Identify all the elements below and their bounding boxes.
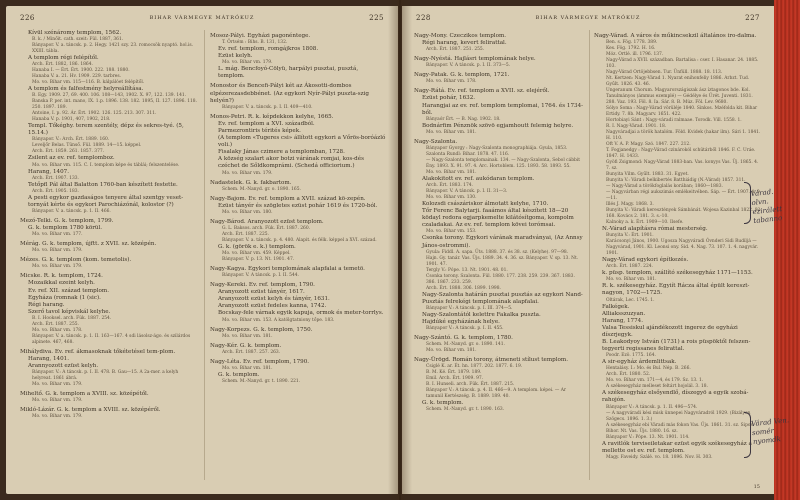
reference-line: Arch. Ért. 1905. 183. xyxy=(32,188,79,194)
entry-heading: Nagy-Korpezs. G. k. templom, 1750. xyxy=(210,326,313,333)
entry-line: Hajdúké egyházának helye. xyxy=(422,318,500,325)
reference-line: — Nagy-Szalonta templomainak. 134. — Nagy-Szalonta, Sebol cábbit Ény. 1893. X. 91. 97. 4. Arc. Hortoblem. 125. 1893. 58. 1893. 55. xyxy=(426,157,580,169)
reference-line: Mo. vo. Bihar vm. 179. xyxy=(32,398,83,404)
reference-line: G. L. Baksos. arch. Fük. Ért. 1887. 260. xyxy=(222,225,311,231)
entry-line: Aranyozott ezüst kelyh és tányér, 1631. xyxy=(218,296,330,303)
entry-line: Csonka torony. Egykori várának maradványai, (Az Annsy János-ostrommi). xyxy=(422,235,583,249)
reference-line: Kalnoky a. k. Ért. 1909—10. Ilsefe. xyxy=(606,220,684,226)
entry-line: Ev. ref. templom, romgájkros 1808. xyxy=(218,46,319,53)
entry-line: Ev. ref. XII. század templom. xyxy=(28,287,109,294)
left-column-1 xyxy=(20,30,198,480)
reference-line: Bunyita V.: Ért. 1901. xyxy=(606,233,654,239)
reference-line: Leveljőr Belas. Tünső. Fül. 1889. 14—15. képpel. xyxy=(32,143,142,149)
reference-line: B. M. Ké. Ért. 1879. 189. xyxy=(426,370,482,376)
reference-line: B. k. / Minőit. cath. szeit: Fül. 1887, 361. xyxy=(32,37,124,43)
reference-line: A székesegyház ebi Váradi más fokon Vas. Üjs. 1861. 31. sz. Sipos. Bihor. Nt. Vas. Üjs. 1880. 16. sz. xyxy=(606,422,755,434)
entry-heading: Nagy-Kagya. Egykori templomának alapfalai a temetö. xyxy=(210,265,365,272)
left-page-header xyxy=(20,14,384,26)
entry-line: Kolozsdi császáriskor álmotatt kelyhe, 1710. xyxy=(422,201,549,208)
reference-line: Schem. M.-Nanyd. gr. o. 1890. 165. xyxy=(222,186,301,192)
reference-line: Arch. Ért. 1907. 133. xyxy=(32,175,79,181)
reference-line: Tergly V.: Pópe. 13. Nt. 1901. 48. 01. xyxy=(426,267,508,273)
entry-line: A székesegyház elsőyendlő, díszegyö a egyik szobá-rahojón. xyxy=(602,390,749,404)
reference-line: Mo. vo. Bihar vm. 181. xyxy=(426,348,477,354)
reference-line: Móz. Ortlé. ill. 1796. 137. xyxy=(606,52,664,58)
reference-line: Mo. vo. Bihar vm. 181. xyxy=(222,333,273,339)
right-column-2 xyxy=(594,30,762,480)
reference-line: Csiglé K. ar. Ét. hn. 1877. 202. 1877. 6. 19. xyxy=(426,364,523,370)
handwritten-note-1: Várad. olvn. ezirálett tabanno xyxy=(750,187,783,225)
entry-line: Bodnárfim Pénznök szövö egjamhoutt felemig helyre. xyxy=(422,122,574,129)
reference-line: Szalonta Rundl: Bihar. 1878. 47. 116. xyxy=(426,151,510,157)
entry-heading: Nagy-Kér. G. k. templom. xyxy=(210,342,282,349)
entry-line: Harang, 1407. xyxy=(28,168,69,175)
handwritten-note-2: Várad Ven. somér nyomdk xyxy=(750,416,790,447)
entry-heading: Monostor és Bencefi-Pályi két az Ákosotti-dombos elpézerezasdebbénet. (Az egykori Nyír-Pályi puszta-szig helyén?) xyxy=(210,83,369,104)
entry-heading: Nagy-Szántó. G. k. templom, 1780. xyxy=(414,334,513,341)
entry-line: A templom régi felépítől. xyxy=(28,55,99,62)
entry-line: Tőr Ferenc Balytarji. faaámos által készített 18—20 ködayl redora egjarpkemelte kilátósítgoma, kompolm czaladakai. Az ev. ref. templom kövei torómsai. xyxy=(422,208,574,229)
entry-heading: Nadastelek. G. k. fakbartom. xyxy=(210,179,292,186)
reference-line: Schem. M.-Nanyd. gr. t. 1890. 221. xyxy=(222,378,301,384)
entry-line: Alliaksszuzyan. xyxy=(602,310,646,317)
reference-line: Arch. Ért. 1880. 52. xyxy=(606,372,651,378)
reference-line: Csonka torony. Szalonta. Fül. 1880. 177. 238. 259. 239. 367. 1883. 386. 1867. 233. 259. xyxy=(426,273,575,285)
reference-line: Mo. vo. Bihar vm. 179. xyxy=(32,382,83,388)
entry-line: Zsilent az ev. ref. templomboz. xyxy=(28,155,115,162)
entry-heading: Mikló-Lázár. G. k. templom a XVIII. sz. középéről. xyxy=(20,407,161,414)
reference-line: Arch. Ért. 1859. 261. 1857. 377. xyxy=(32,149,105,155)
entry-line: G. k. (görök e. k.) templom. xyxy=(218,243,296,250)
reference-line: Mo. vo. Bihar vm. 153. xyxy=(426,229,477,235)
reference-line: Nt. Kertzen: Nagy-Várad 1. Nyarat enihonfeliy 1886. Arbzt. Tud. Gyűlt. 1826. 43. 46. xyxy=(606,76,750,88)
entry-line: R. k. székesegyház. Egyiít Rácza által épült kereszt-nagyon, 1702—1725. xyxy=(602,283,750,297)
reference-line: Nagyváradjai a török hatalóm. Föld. Kvidek (hakar ilm). Sári 1. 1841. H. 110. xyxy=(606,130,761,142)
reference-line: B. I. Hooksel. arch. Fük. 1887. 254. xyxy=(32,315,112,321)
reference-line: Arch. Ért. 1887. 224. xyxy=(606,264,653,270)
reference-line: Mo. vo. Bihar vm. 178. xyxy=(32,327,83,333)
reference-line: Mo. vo. Bihar vm. 177. xyxy=(32,232,83,238)
reference-line: Hanaba V. p. 1901, 407, 1902, 218. xyxy=(32,117,111,123)
entry-line: N.-Várad alapításra római mesterség. xyxy=(602,226,708,233)
reference-line: Sólyo Soma : Nagy-Várad vörüléje 1840. Sinkos. Mzéfolda kit. Bihar Ertidy. 7. 8b. Magyarv. 1651. 422. xyxy=(606,106,758,118)
entry-heading: Nagy-Patak. G. k. templom, 1721. xyxy=(414,72,510,79)
reference-line: — A nagyváradi kési misk ünnepei Nagyváradról 1929. (Bizályon Szögecs. 1896. 1. 3.) xyxy=(606,410,751,422)
entry-line: Nagy-Várad egykori építkezés. xyxy=(602,257,689,264)
entry-line: Régi harang, kevert felirattal. xyxy=(422,40,507,47)
reference-line: Bányapor. V. a. táncsk. p. 2. Hegy. 1421 szy. 23. romocsök nyaptó. hol.is. XXIII. tábla. xyxy=(32,43,194,55)
reference-line: Bányapor. V. A táncsk. p. I. II. 31—3. xyxy=(426,189,508,195)
entry-line: Alakokitott ev. ref. aukódaran templom. xyxy=(422,175,535,182)
reference-line: Arch. Ért. 1882, 186. 1864. xyxy=(32,62,93,68)
entry-heading: Nagy-Szalonta. xyxy=(414,138,458,145)
reference-line: Arch. Ért. 1883. 174. xyxy=(426,183,473,189)
reference-line: Hajn. Gy. tanár. Vas. Üjs. 1889. 34. 4. 36. sz. Bányapor. V. sp. 13. Nt. 1901. 47. xyxy=(426,255,579,267)
entry-heading: Mihálydiva. Ev. ref. ákmasoknak tőkétetésel tem-plom. xyxy=(20,348,176,355)
reference-line: Mo. vo. Bihar vm. 179. xyxy=(222,170,273,176)
entry-line: G. k. templom. xyxy=(422,400,464,407)
reference-line: Mo. vo. Bihar vm. 179. xyxy=(222,60,273,66)
reference-line: Mo. vo. Bihar vm. 179. xyxy=(32,248,83,254)
reference-line: Mo. vo. Bihar vm. 179. xyxy=(32,264,83,270)
reference-line: Mo. vo. Bihar vm. 181. xyxy=(426,129,477,135)
entry-heading: Monos-Petri. R. k. képdekkon kelyhe, 1665. xyxy=(210,113,334,120)
entry-line: Ev. ref. templom a XVI. századból. xyxy=(218,120,315,127)
reference-line: Kes. Fög. 1792. H. 16. xyxy=(606,46,656,52)
reference-line: Bányaór Ért. — B. Nag. 1902. 18. xyxy=(426,116,501,122)
book-gutter xyxy=(388,0,412,500)
entry-line: Templ. Tőkéghy. terem szentély, dépz és sekres-tyé. (5, 15.14.) xyxy=(28,123,184,137)
reference-line: Nagy-Várad Ortöjebbsen. Tur. Ünfüll. 1888. 18. 113. xyxy=(606,70,723,76)
entry-line: Harang, 1401. xyxy=(28,355,69,362)
reference-line: Hanaba I. — Ért. Ért. 1900. 222. 188. 1880. xyxy=(32,68,130,74)
right-column-1 xyxy=(414,30,584,480)
reference-line: Arch. Ért. 1887. 251. 255. xyxy=(426,47,485,53)
handwritten-bracket-1 xyxy=(744,182,751,224)
entry-line: A sir-egyház árdemlittsak. xyxy=(602,359,677,366)
entry-heading: Nagy-Bárod. Aranyozott ezüst templom. xyxy=(210,218,324,225)
entry-line: Aranyozott ezüst tányér, 1617. xyxy=(218,289,305,296)
reference-line: Ungeranum Chorum. Magyarországiszak ász íztagonos bde. Kol. Tanulmányos (ámmus ezemplé) — Gédélye és Ürét. Juventi. 1831. 288. Vaz. 193. Föl. 8. Ia. Sár. 8. B. Múz. Föl. Lev. 9680. xyxy=(606,88,753,106)
reference-line: Mo. vo. Bihar vm. 153. A katölgtatniony tőpe. 183. xyxy=(222,317,335,323)
reference-line: Mo. vo. Bihar vm. 130. xyxy=(426,195,477,201)
entry-line: Ezüst pohár, 1632. xyxy=(422,95,476,102)
left-page-number: 226 xyxy=(20,14,35,22)
reference-line: Bunyita V.: Váradi belkibertés Batthiádig (N.-Várad) 1857. 311. xyxy=(606,178,746,184)
reference-line: Mo. vo. Bihar vm. 180. xyxy=(222,209,273,215)
reference-line: Antoine, I. p. 92. Ár. Ért. 1902. 126. 125. 213. 307. 311. xyxy=(32,111,157,117)
reference-line: Mo. vo. Bihar vm. 459. Képpel. xyxy=(222,250,291,256)
entry-line: A község szalart akor botzi várának romjai, kos-dés czéchet de Sőldkomprámi. (Schedá officiorium.) xyxy=(218,156,364,170)
right-page-number: 227 xyxy=(745,14,760,22)
reference-line: A székesegyház melleset feltárt hojolál. 3. 18. xyxy=(606,384,708,390)
reference-line: Karácsonyi János, 1900. Ugosza Nagyváradi Óvnderi Sidi Rudiljá — Nagyvárad, 1901. Kl. Leonsi ony. Sid. 4. Nag. 73. 107. 1. 4. nagyvár. 1901. xyxy=(606,239,759,257)
reference-line: Emil. Arch. Ért. 1909. 97. xyxy=(426,376,484,382)
entry-heading: Nagy-Kereki. Ev. ref. templom, 1790. xyxy=(210,282,315,289)
entry-heading: Mérág. G. k. templom, újftt. z XVII. sz. középén. xyxy=(20,241,157,248)
reference-line: — Nagyvárban régi aukszimás emlékeitvében. Sáp. — Ért. 1907. 4. 9—11. xyxy=(606,190,760,202)
left-page-far-number: 225 xyxy=(369,14,384,22)
reference-line: Mo. vo. Bihar vm. 115. C. I. templom képe és táblái; felszentelése. xyxy=(32,162,180,168)
reference-line: Hentalásy. I.: Mo. és Bul. Nép. B. 266. xyxy=(606,366,691,372)
entry-line: Szerő tavol képviskál kelyhe. xyxy=(28,308,111,315)
reference-line: T. Örtsém : Bihs. B. 131, 132. xyxy=(222,40,288,46)
entry-line: L. mág. Bencfoyó-Cölyü, harpályi pusztai, pusztá, templom. xyxy=(218,66,359,80)
reference-line: Bányapor. V. p. 13. Nt. 1901. 47. xyxy=(222,256,295,262)
entry-line: (A templom «Tugeres csi» állított egykori a Vőrös-boróázló voli.) xyxy=(218,135,386,149)
reference-line: Bányapor V.: A táncsk. p. 4. II. 466—9. A templom. képei. — Ar tamunil Kertészség. B. 1889. 189. 40. xyxy=(426,388,566,400)
entry-line: Nagy-Szalontától kelettre Fakalka puszta. xyxy=(422,311,541,318)
entry-line: Parmezrontiris térités képek. xyxy=(218,127,301,134)
entry-line: Mozaikkal ezeint kelyh. xyxy=(28,280,95,287)
reference-line: Oltárak, Lec. 1745. 1. xyxy=(606,297,655,303)
entry-heading: Nagy-Várad. A város és műkincsekzil általános iro-dalma. xyxy=(594,33,757,39)
reference-line: Bányapor. V. a. táncsk. p. 1. II. 163—167. 4 sdi lásolsz-ágo. és szilárdos alpinete. 467, 468. xyxy=(32,333,191,345)
entry-heading: Miheltő. G. k. templom a XVIII. sz. középétől. xyxy=(20,391,149,398)
entry-line: Falkégek. xyxy=(602,303,630,310)
right-running-head: BIHAR VÁRMEGYE MÁTRÓKUZ xyxy=(535,15,641,21)
entry-heading: Nagy-Bajom. Ev. ref. templom a XVII. század kö-zepén. xyxy=(210,195,366,202)
reference-line: Gyula: Fiddl. A. sapa. Üts. 1888. 37. és 38. sz. (Kelyhe). 97—98. xyxy=(426,249,569,255)
entry-heading: Nagy-Mony. Czeczikos templom. xyxy=(414,33,507,39)
reference-line: Bányapor V.: A táncsk. p. I. II. 455. xyxy=(426,325,504,331)
reference-line: Arch. Ért. 1887. 225. xyxy=(222,231,269,237)
entry-line: Régi harang. xyxy=(28,301,65,308)
reference-line: Bányapor. V. A táncsk. p. I. II. 544. xyxy=(222,273,299,279)
reference-line: Illés J. Magy. 1868. 3. xyxy=(606,202,654,208)
reference-line: T. Fogjanedgy : Nagy-Várad czinárokól schütárből 1846. F. C. Uráe. 1847. H. 1433. xyxy=(606,148,756,160)
reference-line: Bányapor V.: A táncsk. p. I. III. 374—5. xyxy=(426,305,513,311)
reference-line: Bányapor. V.: Arch. Ért. 1889. 160. xyxy=(32,137,110,143)
reference-line: Arch. Ért. 1887. 257. 263. xyxy=(222,349,281,355)
entry-line: k. püsp. templom, szállító székesegyház 1171—1153. xyxy=(602,270,753,277)
right-page xyxy=(402,6,774,494)
entry-heading: Nagy-Nyéstá. Hajlásri templomának helye. xyxy=(414,56,536,63)
left-running-head: BIHAR VÁRMEGYE MÁTRÓKUZ xyxy=(149,15,255,21)
reference-line: Mo. vo. Bihar vm. 181. xyxy=(222,365,273,371)
left-column-2 xyxy=(210,30,386,480)
right-column-rule xyxy=(589,30,590,480)
reference-line: Magy. Faveidy. Szálé. vo. 18. 1896. Nov. H. 303. xyxy=(606,454,713,460)
right-page-far-number: 228 xyxy=(416,14,431,22)
handwritten-bracket-2 xyxy=(744,412,751,458)
reference-line: Ben. s. Fög. 1778. 389. xyxy=(606,40,658,46)
reference-line: Gyöfi Zsigmond: Nagy-Várad 1883-ban. Vas. konyys Vas. Üj. 1865. 4. 7. sz. xyxy=(606,160,759,172)
reference-line: Banska P. per. int. mano, IX. 1.p. 1896. 138. 182. 1895, II. 127. 1896. 118. 250. 1897. 189. xyxy=(32,99,197,111)
reference-line: R. I. Nagy-Várad. 1901. 18. xyxy=(606,124,667,130)
reference-line: — Nagy-Várad a törökfoglalás korában; 1860—1883. xyxy=(606,184,723,190)
reference-line: B. I. Hunseli. arch. Fük. Ért. 1887. 215. xyxy=(426,382,515,388)
reference-line: Mo. vo. Bihar vm. 179. xyxy=(32,414,83,420)
reference-line: Mo. vo. Bihar vm. 115—116. B. kálpálóet felépítől. xyxy=(32,80,145,86)
entry-heading: Mézes. G. k. templom (kom. temetolis). xyxy=(20,257,132,264)
reference-line: Nagy-Várad a XVII. században. Bartalisa : cser. I. Hasanar. 24. 1885. 103. xyxy=(606,58,759,70)
reference-line: Bányapor. V. a. táncsk. p. 1. II. 466. xyxy=(32,208,111,214)
entry-heading: Mezó-Telki. G. k. templom, 1799. xyxy=(20,217,114,224)
reference-line: Schem. M.-Nanyd. gr. t. 1890. 163. xyxy=(426,407,505,413)
reference-line: Arch. Ért. 1887. 255. xyxy=(32,321,79,327)
entry-line: Egyháza (romnak (1 (sic). xyxy=(28,294,101,301)
reference-line: Bányapor V.: Pópe. 13. Nt. 1901. 114. xyxy=(606,434,690,440)
reference-line: Mo. vo. Bihar vm. 178. xyxy=(426,79,477,85)
entry-line: G. k. templom. xyxy=(218,371,260,378)
reference-line: B. Egy. 1909. 27, 69. 400. 106. 108—143, 1902. X. 97, 122. 139. 141. xyxy=(32,93,187,99)
reference-line: Mo. vo. Bihar vm. 181. xyxy=(426,169,477,175)
entry-line: Ezüst tányér és szögletes ezüst pohár 1619 és 1720-ból. xyxy=(218,202,378,209)
entry-heading: Nagy-Léta. Ev. ref. templom, 1790. xyxy=(210,358,310,365)
entry-line: A ravitlók terviseiletakar ezüst egyik székesegyház a mellette ost ev. ref. templom. xyxy=(602,440,752,454)
entry-line: Ezüst kelyh. xyxy=(218,53,253,60)
reference-line: Hanaba V. a. 21. Hv. 1909. 229. tarbres. xyxy=(32,74,122,80)
entry-line: Nagy-Szalonta határán pusztai pusztás az egykori Nand-Pusztás felrekégi templomának alapfalai. xyxy=(422,291,583,305)
entry-line: G. k. templom 1780 körül. xyxy=(28,225,103,232)
reference-line: Bányapor. V. a. táncsk. p. I. II. 409—410. xyxy=(222,104,313,110)
entry-line: Tetőpfl Pál által Balatton 1760-ban készített festette. xyxy=(28,181,178,188)
entry-line: A pesti egykor gazdaságos tenyere által szentgy veset-tornyát kérte és egykori Parochiázónál, kolostor (?) xyxy=(28,194,184,208)
entry-heading: Micske. R. k. templom, 1724. xyxy=(20,273,103,280)
entry-heading: Mosoz-Pályi. Egyházi pagonéntege. xyxy=(210,33,311,39)
reference-line: Bányapor. V. A táncsk. p. I. II. 373—5. xyxy=(426,63,511,69)
entry-line: Aranyozott ezüst fedeles kanna, 1742. xyxy=(218,303,327,310)
entry-heading: Nagy-Rátá. Ev. ref. templom a XVII. sz. elejéről. xyxy=(414,88,550,95)
reference-line: Bányapor. V. a. táncsk. p. 4. 480. Alapit. és félk. képpel a XVI. század. xyxy=(222,237,377,243)
left-page xyxy=(6,6,398,494)
right-page-folio: 15 xyxy=(753,484,760,490)
reference-line: Bányapor. V.: A táncsk. p. I. II. 478. B. Gau—15. A 2a-mer. a kelyh helyreat. 1861 ábrá. xyxy=(32,370,179,382)
entry-line: A templom és falfestmény helyreállítása. xyxy=(28,86,144,93)
entry-line: B. Leakodyoy István (1731) a rois püspöktől felszen-tegyerti regissanes felirattal. xyxy=(602,339,751,353)
reference-line: Mo. vo. Bihar vm. 181. xyxy=(606,277,657,283)
reference-line: Mo. vo. Bihar vm. 171—4, és 179. Sz. 13. 1. xyxy=(606,378,704,384)
entry-line: Valsa Tessiskul ajándékozott ingerez de egyházi díszrjegyk. xyxy=(602,324,738,338)
entry-line: Arannyozott ezüst kelyh. xyxy=(28,363,99,370)
reference-line: Bunyita V.: Váradi keresztények Sámbánát. Wojesa Kazinbal 1822. 92. 168. Kovács 2. 181. 3. s.-10. xyxy=(606,208,762,220)
entry-line: Harangjai az ev. ref. templom templomai, 1764. és 1734-ből. xyxy=(422,102,584,116)
reference-line: Bányapor V.: A táncsk. p. 1. II. 496—574. xyxy=(606,404,698,410)
left-column-rule xyxy=(204,30,205,480)
reference-line: Arch. Ért. 1888. 306. 1899. 1998. xyxy=(426,285,501,291)
reference-line: Bunyita Vilm. Gyűlt. 1883. 31. Egyet. xyxy=(606,172,689,178)
reference-line: Oft V. A. P. Magy. Szó. 1847. 227. 212. xyxy=(606,142,691,148)
reference-line: Schem. M.-Nanyd. gr. o. 1890. 141. xyxy=(426,342,505,348)
entry-line: Harang, 1774. xyxy=(602,317,643,324)
entry-line: Bocskay-fele várnak egyik kapuja, ormok és meter-torrlys. xyxy=(218,310,384,317)
entry-heading: Nagy-Ürögd. Román torony, átmeneti stílust templom. xyxy=(414,357,568,364)
entry-line: Fisalaky Jánas czimere a templomban, 1728. xyxy=(218,149,345,156)
reference-line: Poodr. Ezö. 1775. 164. xyxy=(606,353,656,359)
right-page-header xyxy=(416,14,760,26)
reference-line: Bányapor Gyorgy : Nagy-Szalonta monographiája. Gyula, 1853. xyxy=(426,145,568,151)
reference-line: Hortobiayi Sánt : Nagy-váradi ralmaae. Torodk. Vill. 1558. 1. xyxy=(606,118,742,124)
entry-line: Kívül szénáromy templom, 1562. xyxy=(28,30,122,36)
